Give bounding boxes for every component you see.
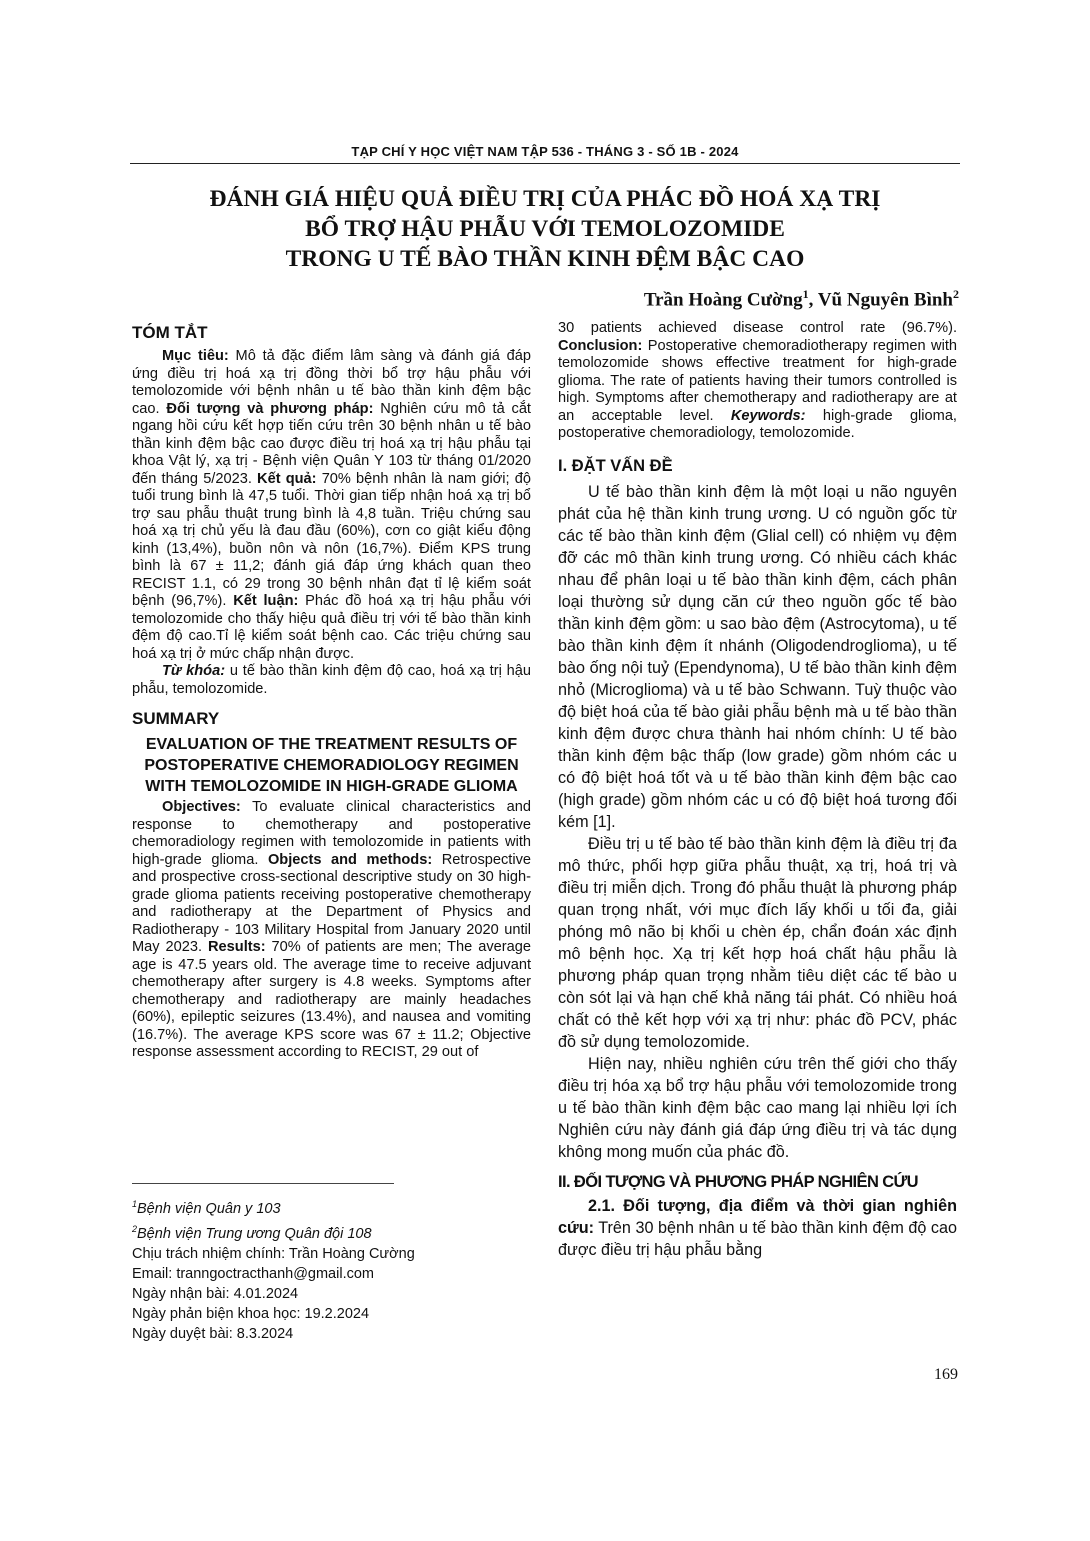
keywords-text: high-grade glioma, postoperative chemoradiology, temolozomide. (558, 407, 957, 441)
doi-tuong-label: Đối tượng và phương pháp: (166, 400, 374, 417)
conclusion-text: Postoperative chemoradiotherapy regimen with temolozomide shows effective treatment for high-grade glioma. The rate of patients having their tumors controlled is high. Symptoms after chemotherapy and radiotherapy are at an acceptable level. (558, 337, 957, 424)
footnote-affiliation-2 (132, 1219, 512, 1244)
title-line-3: TRONG U TẾ BÀO THẦN KINH ĐỆM BẬC CAO (285, 246, 805, 272)
date-accepted: Ngày duyệt bài: 8.3.2024 (132, 1325, 294, 1342)
results-continued-text: 30 patients achieved disease control rate (96.7%). (558, 320, 957, 336)
tu-khoa-paragraph (132, 663, 531, 698)
left-column (132, 322, 531, 1062)
doi-tuong-text: Nghiên cứu mô tả cắt ngang hồi cứu kết hợp tiến cứu trên 30 bệnh nhân u tế bào thần kinh đệm bậc cao được điều trị hoá xạ trị hậu phẫu tại khoa Vật lý, xạ trị - Bệnh viện Quân Y 103 từ tháng 01/2020 đến tháng 5/2023. (132, 400, 531, 487)
summary-heading: SUMMARY (132, 709, 220, 728)
ket-luan-label: Kết luận: (233, 593, 299, 609)
section-1-paragraph-3: Hiện nay, nhiều nghiên cứu trên thế giới cho thấy điều trị hóa xạ bổ trợ hậu phẫu với temolozomide trong u tế bào thần kinh đệm bậc cao mang lại nhiều lợi ích Nghiên cứu này đánh giá đáp ứng điều trị và tác dụng không mong muốn của phác đồ. (558, 1054, 957, 1161)
muc-tieu-text: Mô tả đặc điểm lâm sàng và đánh giá đáp ứng điều trị hoá xạ trị đồng thời bổ trợ hậu phẫu với temolozomide với bệnh nhân u tế bào thần kinh đệm bậc cao. (132, 348, 531, 417)
summary-title: EVALUATION OF THE TREATMENT RESULTS OF POSTOPERATIVE CHEMORADIOLOGY REGIMEN WITH TEMOLOZOMIDE IN HIGH-GRADE GLIOMA (144, 736, 519, 795)
page-number: 169 (934, 1366, 958, 1383)
footnote-1-marker: 1 (132, 1199, 138, 1209)
footnote-1-text: Bệnh viện Quân y 103 (137, 1200, 281, 1217)
section-1-paragraph-1: U tế bào thần kinh đệm là một loại u não nguyên phát của hệ thần kinh trung ương. U có nguồn gốc từ các tế bào thần kinh đệm (Glial cell) có nhiệm vụ đệm đỡ các mô thần kinh trung ương. Có nhiều cách khác nhau để phân loại u tế bào thần kinh đệm, cách phân loại thường sử dụng căn cứ theo nguồn gốc tế bào thần kinh đệm gồm: u sao bào đệm (Astrocytoma), u tế bào thần kinh đệm ít nhánh (Oligodendroglioma), u tế bào ống nội tuỷ (Ependynoma), U tế bào thần kinh đệm nhỏ (Microglioma) và u tế bào Schwann. Tuỳ thuộc vào độ biệt hoá của tế bào giải phẫu bệnh mà u tế bào thần kinh đệm được chưa thành hai nhóm chính: U tế bào thần kinh đệm bậc thấp (low grade) gồm nhóm các u có độ biệt hoá tốt và u tế bào thần kinh đệm bậc cao (high grade) gồm nhóm các u có độ biệt hoá tương đối kém [1]. (558, 482, 957, 831)
author-separator: , (808, 289, 818, 311)
author-list (644, 287, 959, 311)
footnote-rule (132, 1183, 394, 1184)
section-2-paragraph-1 (558, 1195, 957, 1261)
methods-text: Retrospective and prospective cross-sectional descriptive study on 30 high-grade glioma patients receiving postoperative chemotherapy and radiotherapy at the Department of Physics and Radiotherapy - 103 Military Hospital from January 2020 until May 2023. (132, 851, 531, 955)
summary-continued (558, 320, 957, 443)
conclusion-label: Conclusion: (558, 337, 643, 354)
section-1-paragraph-2: Điều trị u tế bào tế bào thần kinh đệm là điều trị đa mô thức, phối hợp giữa phẫu thuật, xạ trị, hoá trị và điều trị miễn dịch. Trong đó phẫu thuật là phương pháp quan trọng nhất, với mục đích lấy khối u tối đa, giải phóng mô não bị khối u chèn ép, chẩn đoán xác định mô bệnh học. Xạ trị kết hợp hoá chất hậu phẫu là phương pháp quan trọng nhằm tiêu diệt các tế bào u còn sót lại và hạn chế khả năng tái phát. Có nhiều hoá chất có thẻ kết hợp với xạ trị như: phác đồ PCV, phác đồ sử dụng temolozomide. (558, 834, 957, 1051)
results-text: 70% of patients are men; The average age is 47.5 years old. The average time to receive adjuvant chemotherapy after surgery is 4.8 weeks. Symptoms after chemotherapy and radiotherapy are mainly headaches (60%), epileptic seizures (13.4%), and nausea and vomiting (16.7%). The average KPS score was 67 ± 11.2; Objective response assessment according to RECIST, 29 out of (132, 939, 531, 1060)
results-label: Results: (208, 939, 266, 955)
muc-tieu-label: Mục tiêu: (162, 348, 229, 364)
ket-qua-text: 70% bệnh nhân là nam giới; độ tuổi trung bình là 47,5 tuổi. Thời gian tiếp nhận hoá xạ trị bổ trợ sau phẫu thuật trung bình là 4,8 tuần. Triệu chứng sau hoá xạ trị chủ yếu là đau đầu (60%), cơn co giật kiểu động kinh (13,4%), buồn nôn và nôn (16,7%). Điểm KPS trung bình là 67 ± 11,2; đánh giá đáp ứng khách quan theo RECIST 1.1, có 29 trong 30 bệnh nhân đạt tỉ lệ kiểm soát bệnh (96,7%). (132, 470, 531, 609)
author-1-affiliation: 1 (802, 287, 809, 301)
date-reviewed: Ngày phản biện khoa học: 19.2.2024 (132, 1305, 370, 1322)
ket-luan-text: Phác đồ hoá xạ trị hậu phẫu với temolozomide cho thấy hiệu quả điều trị với tế bào thần kinh đệm độ cao.Tỉ lệ kiểm soát bệnh cao. Các triệu chứng sau hoá xạ trị ở mức chấp nhận được. (132, 593, 532, 662)
responsible-author: Chịu trách nhiệm chính: Trần Hoàng Cường (132, 1245, 415, 1262)
footnote-2-text: Bệnh viện Trung ương Quân đội 108 (137, 1225, 372, 1242)
ket-qua-label: Kết quả: (257, 470, 317, 487)
subsection-2-1-text: Trên 30 bệnh nhân u tế bào thần kinh đệm độ cao được điều trị hậu phẫu bằng (558, 1218, 957, 1259)
subsection-2-1-label: 2.1. Đối tượng, địa điểm và thời gian nghiên cứu: (558, 1196, 957, 1237)
objectives-text: To evaluate clinical characteristics and response to chemotherapy and postoperative chemoradiology regimen with temolozomide in patients with high-grade glioma. (132, 799, 531, 868)
methods-label: Objects and methods: (267, 851, 433, 868)
author-2-affiliation: 2 (953, 287, 959, 301)
journal-header: TẠP CHÍ Y HỌC VIỆT NAM TẬP 536 - THÁNG 3 - SỐ 1B - 2024 (351, 144, 739, 159)
abstract-vi-body (132, 348, 531, 663)
date-received: Ngày nhận bài: 4.01.2024 (132, 1285, 299, 1302)
title-line-1: ĐÁNH GIÁ HIỆU QUẢ ĐIỀU TRỊ CỦA PHÁC ĐỒ HOÁ XẠ TRỊ (209, 186, 881, 212)
abstract-vi-heading: TÓM TẮT (132, 323, 208, 342)
footnote-affiliation-1 (132, 1194, 512, 1219)
keywords-label: Keywords: (730, 407, 806, 424)
article-title (130, 184, 960, 274)
contact-email: Email: tranngoctracthanh@gmail.com (132, 1265, 374, 1282)
author-1-name: Trần Hoàng Cường (643, 289, 803, 311)
footnote-2-marker: 2 (132, 1223, 138, 1234)
author-2-name: Vũ Nguyên Bình (817, 289, 953, 311)
section-1-heading: I. ĐẶT VẤN ĐỀ (558, 456, 673, 475)
tu-khoa-text: u tế bào thần kinh đệm độ cao, hoá xạ trị hậu phẫu, temolozomide. (132, 663, 531, 697)
right-column (558, 320, 957, 1261)
title-line-2: BỔ TRỢ HẬU PHẪU VỚI TEMOLOZOMIDE (305, 216, 785, 242)
summary-body (132, 799, 531, 1062)
objectives-label: Objectives: (162, 799, 241, 815)
tu-khoa-label: Từ khóa: (162, 663, 226, 679)
introduction-section (558, 455, 957, 1261)
section-2-heading: II. ĐỐI TƯỢNG VÀ PHƯƠNG PHÁP NGHIÊN CỨU (558, 1172, 918, 1191)
footnotes (132, 1194, 512, 1344)
header-rule (130, 163, 960, 164)
